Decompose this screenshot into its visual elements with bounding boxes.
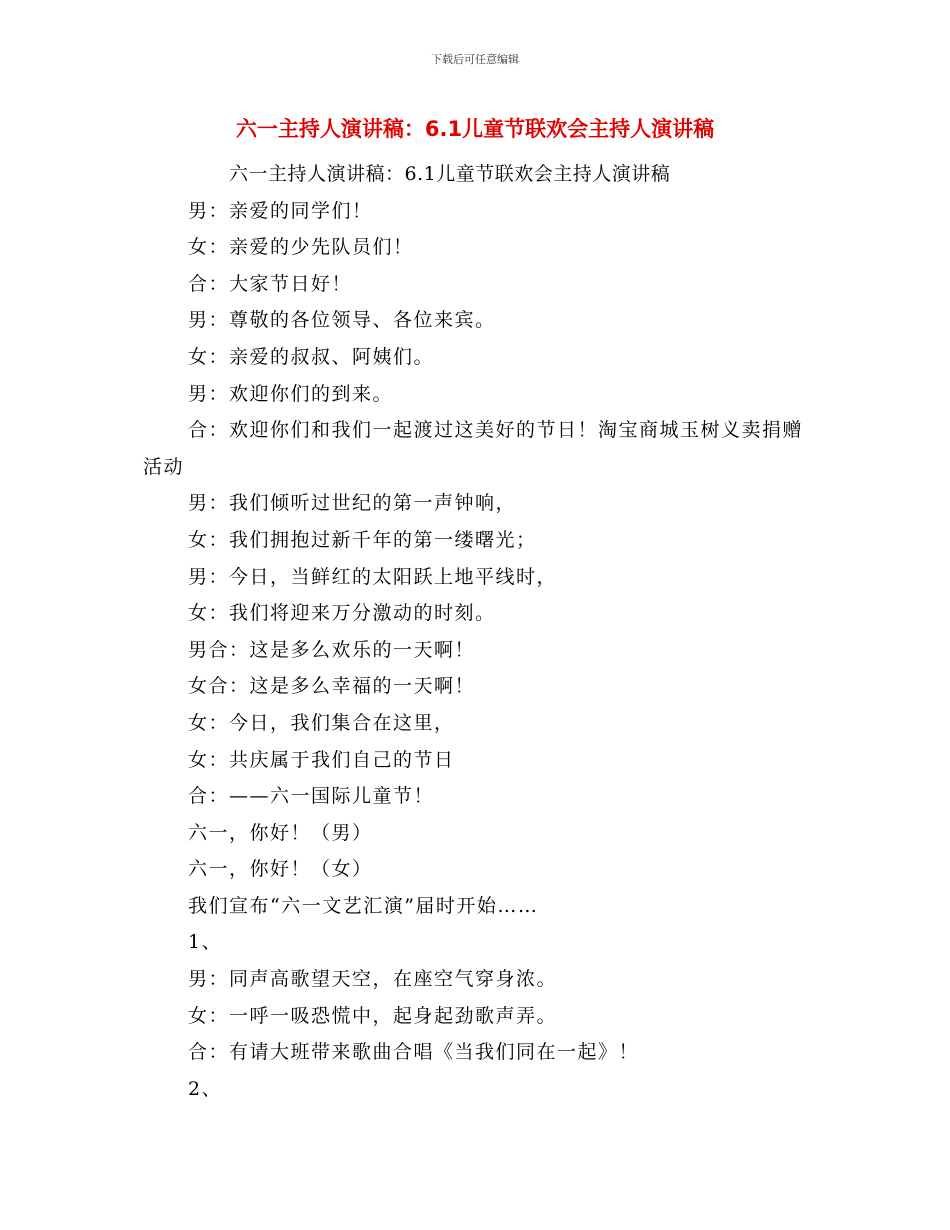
paragraph: 男：同声高歌望天空，在座空气穿身浓。	[188, 968, 558, 991]
paragraph: 我们宣布“六一文艺汇演”届时开始……	[188, 894, 539, 917]
paragraph: 女：共庆属于我们自己的节日	[188, 748, 455, 771]
paragraph: 男：亲爱的同学们！	[188, 199, 373, 222]
paragraph: 2、	[188, 1077, 223, 1100]
paragraph: 1、	[188, 931, 223, 954]
paragraph: 女合：这是多么幸福的一天啊！	[188, 675, 476, 698]
page-header: 下载后可任意编辑	[431, 53, 519, 66]
document-title: 六一主持人演讲稿：6.1儿童节联欢会主持人演讲稿	[235, 117, 715, 141]
paragraph: 女：我们拥抱过新千年的第一缕曙光；	[188, 528, 537, 551]
paragraph: 六一，你好！（男）	[188, 821, 373, 844]
paragraph: 合：——六一国际儿童节！	[188, 785, 435, 808]
paragraph: 男：尊敬的各位领导、各位来宾。	[188, 309, 496, 332]
paragraph: 男：欢迎你们的到来。	[188, 382, 394, 405]
paragraph: 女：我们将迎来万分激动的时刻。	[188, 602, 496, 625]
subtitle-paragraph: 六一主持人演讲稿：6.1儿童节联欢会主持人演讲稿	[229, 163, 671, 185]
paragraph: 合：欢迎你们和我们一起渡过这美好的节日！淘宝商城玉树义卖捐赠活动	[143, 419, 804, 478]
paragraph: 六一，你好！（女）	[188, 858, 373, 881]
document-body	[143, 156, 813, 1107]
paragraph: 合：大家节日好！	[188, 272, 353, 295]
paragraph: 合：有请大班带来歌曲合唱《当我们同在一起》！	[188, 1041, 640, 1064]
paragraph: 男：我们倾听过世纪的第一声钟响，	[188, 492, 517, 515]
paragraph: 女：亲爱的少先队员们！	[188, 236, 414, 259]
paragraph: 男合：这是多么欢乐的一天啊！	[188, 638, 476, 661]
paragraph: 男：今日，当鲜红的太阳跃上地平线时，	[188, 565, 558, 588]
paragraph: 女：亲爱的叔叔、阿姨们。	[188, 345, 435, 368]
paragraph: 女：今日，我们集合在这里，	[188, 711, 455, 734]
paragraph: 女：一呼一吸恐慌中，起身起劲歌声弄。	[188, 1004, 558, 1027]
